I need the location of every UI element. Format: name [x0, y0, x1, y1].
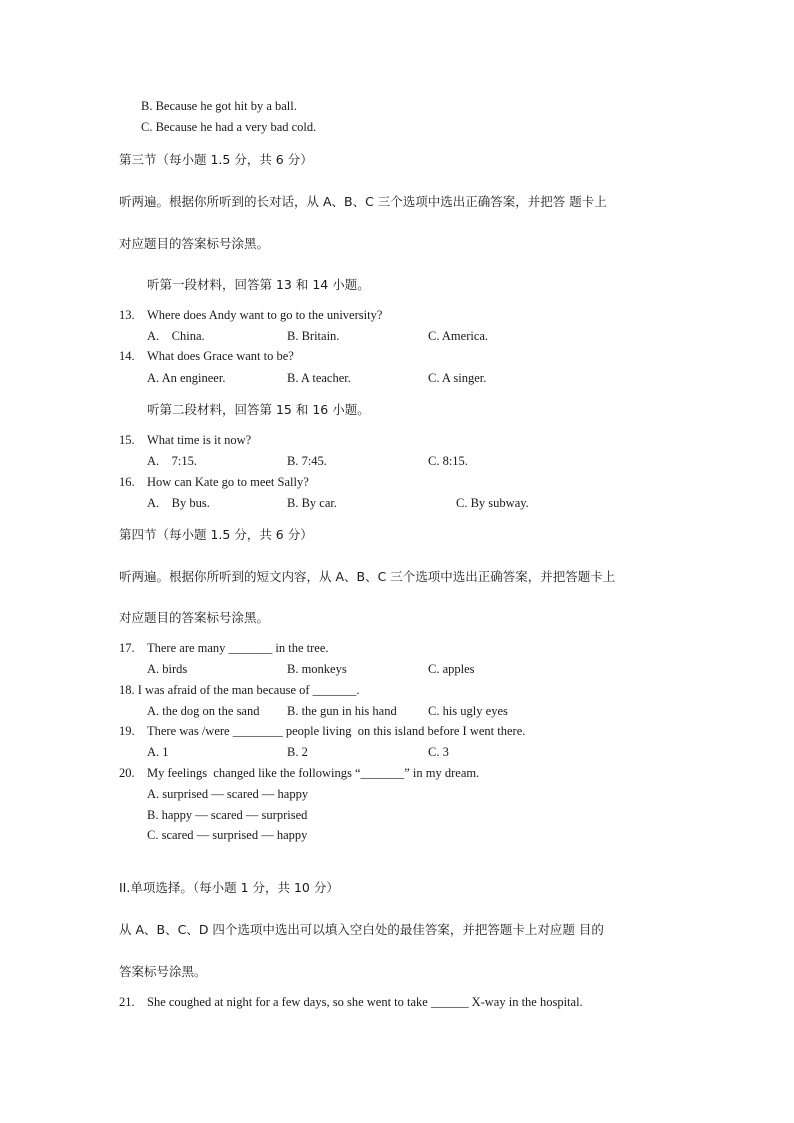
q20-option-b: B. happy — scared — surprised	[147, 808, 308, 822]
q16-option-c: C. By subway.	[456, 496, 529, 510]
q13-option-b: B. Britain.	[287, 329, 340, 343]
q18-option-b: B. the gun in his hand	[287, 704, 397, 718]
q13-option-c: C. America.	[428, 329, 489, 343]
section3-heading: 第三节（每小题 1.5 分，共 6 分）	[119, 152, 313, 167]
q14-option-a: A. An engineer.	[147, 371, 226, 385]
q18-option-a: A. the dog on the sand	[147, 704, 260, 718]
option-b-prev: B. Because he got hit by a ball.	[141, 99, 297, 113]
q19-option-b: B. 2	[287, 745, 308, 759]
section3-instruction-2: 对应题目的答案标号涂黑。	[119, 236, 270, 251]
section4-instruction-2: 对应题目的答案标号涂黑。	[119, 610, 270, 625]
q16-option-a: A. By bus.	[147, 496, 210, 510]
section4-heading: 第四节（每小题 1.5 分，共 6 分）	[119, 527, 313, 542]
q19-number: 19.	[119, 724, 135, 738]
q13-number: 13.	[119, 308, 135, 322]
q13-text: Where does Andy want to go to the university?	[147, 308, 383, 322]
q17-option-b: B. monkeys	[287, 662, 347, 676]
q18-option-c: C. his ugly eyes	[428, 704, 508, 718]
q20-number: 20.	[119, 766, 135, 780]
q18-text: 18. I was afraid of the man because of _______.	[119, 683, 360, 697]
part2-instruction-2: 答案标号涂黑。	[119, 964, 207, 979]
q20-option-a: A. surprised — scared — happy	[147, 787, 309, 801]
q16-text: How can Kate go to meet Sally?	[147, 475, 309, 489]
section3-instruction-1: 听两遍。根据你所听到的长对话，从 A、B、C 三个选项中选出正确答案，并把答 题卡上	[119, 194, 607, 209]
q14-option-c: C. A singer.	[428, 371, 487, 385]
part2-instruction-1: 从 A、B、C、D 四个选项中选出可以填入空白处的最佳答案，并把答题卡上对应题 目的	[119, 922, 604, 937]
material2-note: 听第二段材料，回答第 15 和 16 小题。	[147, 402, 370, 417]
option-c-prev: C. Because he had a very bad cold.	[141, 120, 317, 134]
q16-option-b: B. By car.	[287, 496, 337, 510]
q20-text: My feelings changed like the followings “_______” in my dream.	[147, 766, 480, 780]
q17-option-a: A. birds	[147, 662, 188, 676]
q14-number: 14.	[119, 349, 135, 363]
q17-number: 17.	[119, 641, 135, 655]
q20-option-c: C. scared — surprised — happy	[147, 828, 308, 842]
material1-note: 听第一段材料，回答第 13 和 14 小题。	[147, 277, 370, 292]
q17-option-c: C. apples	[428, 662, 475, 676]
q15-option-a: A. 7:15.	[147, 454, 197, 468]
q16-number: 16.	[119, 475, 135, 489]
q13-option-a: A. China.	[147, 329, 205, 343]
q15-option-b: B. 7:45.	[287, 454, 327, 468]
q19-text: There was /were ________ people living on this island before I went there.	[147, 724, 526, 738]
q15-option-c: C. 8:15.	[428, 454, 468, 468]
q17-text: There are many _______ in the tree.	[147, 641, 329, 655]
q14-text: What does Grace want to be?	[147, 349, 294, 363]
q19-option-a: A. 1	[147, 745, 169, 759]
q21-text: She coughed at night for a few days, so she went to take ______ X-way in the hospital.	[147, 995, 583, 1009]
part2-heading: II.单项选择。（每小题 1 分，共 10 分）	[119, 880, 339, 895]
q15-text: What time is it now?	[147, 433, 252, 447]
q14-option-b: B. A teacher.	[287, 371, 351, 385]
q19-option-c: C. 3	[428, 745, 449, 759]
q21-number: 21.	[119, 995, 135, 1009]
section4-instruction-1: 听两遍。根据你所听到的短文内容，从 A、B、C 三个选项中选出正确答案，并把答题卡上	[119, 569, 616, 584]
q15-number: 15.	[119, 433, 135, 447]
